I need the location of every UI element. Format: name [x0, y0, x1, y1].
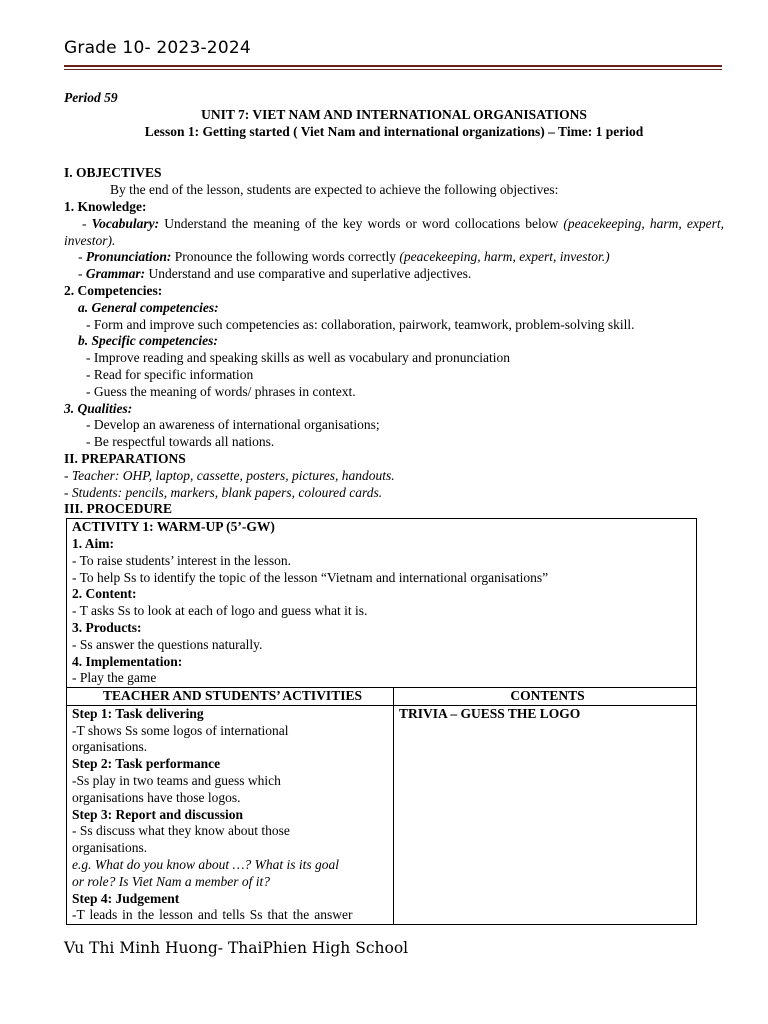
step-4-title: Step 4: Judgement	[72, 890, 180, 906]
aim-heading: 1. Aim:	[72, 535, 114, 551]
products-item: - Ss answer the questions naturally.	[72, 636, 263, 652]
content-heading: 2. Content:	[72, 586, 137, 602]
unit-title: UNIT 7: VIET NAM AND INTERNATIONAL ORGANISATIONS	[201, 106, 587, 122]
preparation-item: - Teacher: OHP, laptop, cassette, posters, pictures, handouts.	[64, 467, 395, 483]
specific-competency-item: - Read for specific information	[86, 366, 254, 382]
contents-title: TRIVIA – GUESS THE LOGO	[399, 705, 581, 721]
vocabulary-label: Vocabulary:	[91, 215, 160, 231]
specific-competency-item: - Improve reading and speaking skills as well as vocabulary and pronunciation	[86, 350, 511, 366]
step-1-title: Step 1: Task delivering	[72, 705, 204, 721]
column-header-contents: CONTENTS	[394, 688, 697, 706]
step-4-text: -T leads in the lesson and tells Ss that the answer	[72, 907, 353, 923]
implementation-heading: 4. Implementation:	[72, 653, 183, 669]
step-2-text: -Ss play in two teams and guess which	[72, 773, 281, 789]
header-rule-thick	[64, 65, 722, 67]
step-3-example: or role? Is Viet Nam a member of it?	[72, 873, 270, 889]
page-header-title: Grade 10- 2023-2024	[64, 38, 251, 58]
objectives-heading: I. OBJECTIVES	[64, 165, 162, 181]
grammar-text: Understand and use comparative and superlative adjectives.	[145, 266, 472, 282]
vocabulary-text: Understand the meaning of the key words or word collocations below	[159, 215, 564, 231]
objectives-intro: By the end of the lesson, students are expected to achieve the following objectives:	[110, 182, 559, 198]
procedure-heading: III. PROCEDURE	[64, 501, 173, 517]
step-3-example: e.g. What do you know about …? What is its goal	[72, 857, 339, 873]
pronunciation-text: Pronounce the following words correctly	[171, 249, 400, 265]
products-heading: 3. Products:	[72, 619, 142, 635]
grammar-objective: - Grammar: Understand and use comparative and superlative adjectives.	[78, 266, 472, 282]
pronunciation-objective: - Pronunciation: Pronounce the following words correctly (peacekeeping, harm, expert, investor.)	[78, 249, 610, 265]
vocabulary-objective: - Vocabulary: Understand the meaning of the key words or word collocations below (peacekeeping, harm, expert, investor).	[64, 215, 724, 248]
activity-title: ACTIVITY 1: WARM-UP (5’-GW)	[72, 519, 275, 535]
aim-item: - To help Ss to identify the topic of the lesson “Vietnam and international organisations”	[72, 569, 549, 585]
step-1-text: -T shows Ss some logos of international	[72, 722, 289, 738]
step-3-text: - Ss discuss what they know about those	[72, 823, 290, 839]
step-3-text: organisations.	[72, 840, 148, 856]
knowledge-heading: 1. Knowledge:	[64, 198, 147, 214]
activity-cell	[67, 519, 697, 688]
pronunciation-words: (peacekeeping, harm, expert, investor.)	[399, 249, 610, 265]
procedure-table	[66, 518, 697, 925]
pronunciation-label: Pronunciation:	[85, 249, 172, 265]
preparations-heading: II. PREPARATIONS	[64, 450, 186, 466]
competencies-heading: 2. Competencies:	[64, 282, 163, 298]
general-competency-item: - Form and improve such competencies as: collaboration, pairwork, teamwork, problem-solving skill.	[86, 316, 635, 332]
implementation-item: - Play the game	[72, 670, 157, 686]
step-1-text: organisations.	[72, 739, 148, 755]
step-2-text: organisations have those logos.	[72, 789, 241, 805]
grammar-label: Grammar:	[85, 266, 146, 282]
vocabulary-words: (peacekeeping, harm, expert, investor).	[64, 215, 724, 248]
column-header-activities: TEACHER AND STUDENTS’ ACTIVITIES	[67, 688, 394, 706]
general-competencies-heading: a. General competencies:	[78, 299, 219, 315]
lesson-title: Lesson 1: Getting started ( Viet Nam and international organizations) – Time: 1 period	[144, 123, 644, 139]
header-rule-thin	[64, 69, 722, 70]
page-footer: Vu Thi Minh Huong- ThaiPhien High School	[64, 939, 409, 957]
quality-item: - Be respectful towards all nations.	[86, 434, 275, 450]
qualities-heading: 3. Qualities:	[64, 400, 133, 416]
document-body	[64, 90, 724, 925]
step-2-title: Step 2: Task performance	[72, 756, 221, 772]
step-3-title: Step 3: Report and discussion	[72, 806, 244, 822]
steps-cell	[67, 705, 394, 924]
specific-competencies-heading: b. Specific competencies:	[78, 333, 218, 349]
specific-competency-item: - Guess the meaning of words/ phrases in context.	[86, 383, 356, 399]
content-item: - T asks Ss to look at each of logo and guess what it is.	[72, 603, 368, 619]
period-label: Period 59	[64, 90, 118, 105]
preparation-item: - Students: pencils, markers, blank papers, coloured cards.	[64, 484, 383, 500]
aim-item: - To raise students’ interest in the lesson.	[72, 552, 292, 568]
quality-item: - Develop an awareness of international organisations;	[86, 417, 380, 433]
contents-cell	[394, 705, 697, 924]
